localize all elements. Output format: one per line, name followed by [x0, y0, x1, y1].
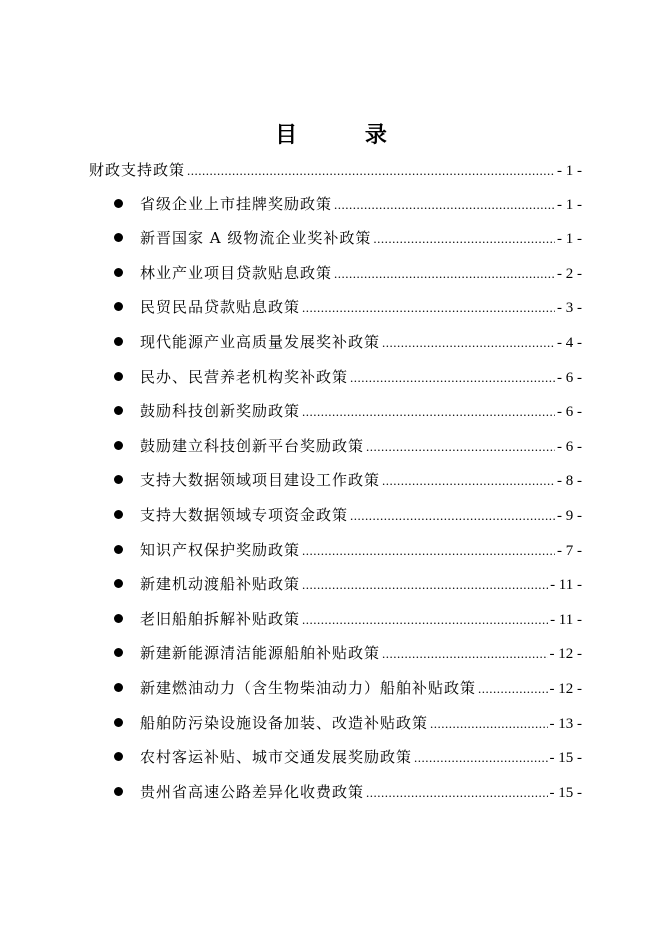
- toc-page-number: - 3 -: [557, 300, 582, 316]
- toc-page-number: - 11 -: [550, 577, 582, 593]
- toc-page-number: - 6 -: [557, 404, 582, 420]
- bullet-icon: [114, 787, 123, 796]
- toc-page-number: - 2 -: [557, 266, 582, 282]
- toc-entry[interactable]: [114, 609, 582, 630]
- toc-entry-label: 民办、民营养老机构奖补政策: [140, 368, 349, 386]
- dot-leader: [334, 264, 555, 284]
- dot-leader: [382, 471, 555, 491]
- toc-page-number: - 15 -: [549, 785, 582, 801]
- toc-entry[interactable]: [114, 574, 582, 595]
- toc-entry[interactable]: [114, 505, 582, 526]
- toc-entry[interactable]: [114, 782, 582, 803]
- toc-page-number: - 1 -: [557, 197, 582, 213]
- toc-entry[interactable]: [114, 470, 582, 491]
- toc-entry[interactable]: [114, 367, 582, 388]
- dot-leader: [350, 506, 555, 526]
- dot-leader: [187, 161, 555, 181]
- toc-entry[interactable]: [114, 297, 582, 318]
- dot-leader: [350, 368, 555, 388]
- dot-leader: [334, 195, 555, 215]
- page-title: 目 录: [275, 122, 417, 148]
- bullet-icon: [114, 406, 123, 415]
- toc-entry[interactable]: [114, 643, 582, 664]
- bullet-icon: [114, 372, 123, 381]
- toc-entry[interactable]: [114, 194, 582, 215]
- bullet-icon: [114, 441, 123, 450]
- dot-leader: [302, 575, 548, 595]
- toc-entry-label: 老旧船舶拆解补贴政策: [140, 610, 301, 628]
- dot-leader: [414, 748, 547, 768]
- dot-leader: [302, 402, 555, 422]
- dot-leader: [478, 679, 547, 699]
- toc-entry[interactable]: [114, 228, 582, 249]
- bullet-icon: [114, 718, 123, 727]
- toc-entry-label: 新建新能源清洁能源船舶补贴政策: [140, 644, 381, 662]
- toc-entry[interactable]: [114, 713, 582, 734]
- dot-leader: [302, 610, 548, 630]
- bullet-icon: [114, 648, 123, 657]
- toc-entry-label: 贵州省高速公路差异化收费政策: [140, 783, 365, 801]
- toc-page-number: - 13 -: [549, 716, 582, 732]
- bullet-icon: [114, 752, 123, 761]
- bullet-icon: [114, 199, 123, 208]
- toc-entry[interactable]: [114, 401, 582, 422]
- bullet-icon: [114, 337, 123, 346]
- toc-page-number: - 9 -: [557, 508, 582, 524]
- toc-page-number: - 8 -: [557, 473, 582, 489]
- toc-entry-label: 支持大数据领域项目建设工作政策: [140, 471, 381, 489]
- bullet-icon: [114, 510, 123, 519]
- dot-leader: [382, 644, 547, 664]
- toc-section-label: 财政支持政策: [89, 161, 186, 179]
- toc-entry[interactable]: [114, 540, 582, 561]
- toc-entry-label: 农村客运补贴、城市交通发展奖励政策: [140, 748, 413, 766]
- bullet-icon: [114, 475, 123, 484]
- toc-page-number: - 1 -: [557, 231, 582, 247]
- toc-entry-label: 新晋国家 A 级物流企业奖补政策: [140, 229, 372, 247]
- bullet-icon: [114, 614, 123, 623]
- toc-page-number: - 7 -: [557, 543, 582, 559]
- dot-leader: [366, 437, 555, 457]
- toc-entry-label: 支持大数据领域专项资金政策: [140, 506, 349, 524]
- bullet-icon: [114, 545, 123, 554]
- bullet-icon: [114, 233, 123, 242]
- toc-entry-label: 现代能源产业高质量发展奖补政策: [140, 333, 381, 351]
- toc-page-number: - 6 -: [557, 439, 582, 455]
- toc-page-number: - 1 -: [557, 163, 582, 179]
- dot-leader: [430, 714, 547, 734]
- toc-entry-label: 知识产权保护奖励政策: [140, 541, 301, 559]
- toc-page-number: - 15 -: [549, 750, 582, 766]
- toc-entry[interactable]: [114, 436, 582, 457]
- toc-entry-label: 民贸民品贷款贴息政策: [140, 298, 301, 316]
- toc-page-number: - 11 -: [550, 612, 582, 628]
- bullet-icon: [114, 302, 123, 311]
- bullet-icon: [114, 579, 123, 588]
- dot-leader: [373, 229, 555, 249]
- toc-entry-label: 鼓励科技创新奖励政策: [140, 402, 301, 420]
- toc-entry[interactable]: [114, 332, 582, 353]
- toc-entry-label: 新建燃油动力（含生物柴油动力）船舶补贴政策: [140, 679, 477, 697]
- toc-page-number: - 4 -: [557, 335, 582, 351]
- toc-entry[interactable]: [114, 747, 582, 768]
- toc-entry-label: 船舶防污染设施设备加装、改造补贴政策: [140, 714, 429, 732]
- toc-entry-label: 林业产业项目贷款贴息政策: [140, 264, 333, 282]
- toc-entry[interactable]: [114, 263, 582, 284]
- bullet-icon: [114, 683, 123, 692]
- dot-leader: [302, 541, 555, 561]
- dot-leader: [366, 783, 547, 803]
- toc-page-number: - 12 -: [549, 646, 582, 662]
- toc-entry-label: 省级企业上市挂牌奖励政策: [140, 195, 333, 213]
- toc-section-financial-support[interactable]: [89, 160, 582, 181]
- dot-leader: [302, 298, 555, 318]
- toc-page-number: - 6 -: [557, 370, 582, 386]
- toc-entry-label: 新建机动渡船补贴政策: [140, 575, 301, 593]
- toc-entry-label: 鼓励建立科技创新平台奖励政策: [140, 437, 365, 455]
- dot-leader: [382, 333, 555, 353]
- toc-entry[interactable]: [114, 678, 582, 699]
- toc-page-number: - 12 -: [549, 681, 582, 697]
- bullet-icon: [114, 268, 123, 277]
